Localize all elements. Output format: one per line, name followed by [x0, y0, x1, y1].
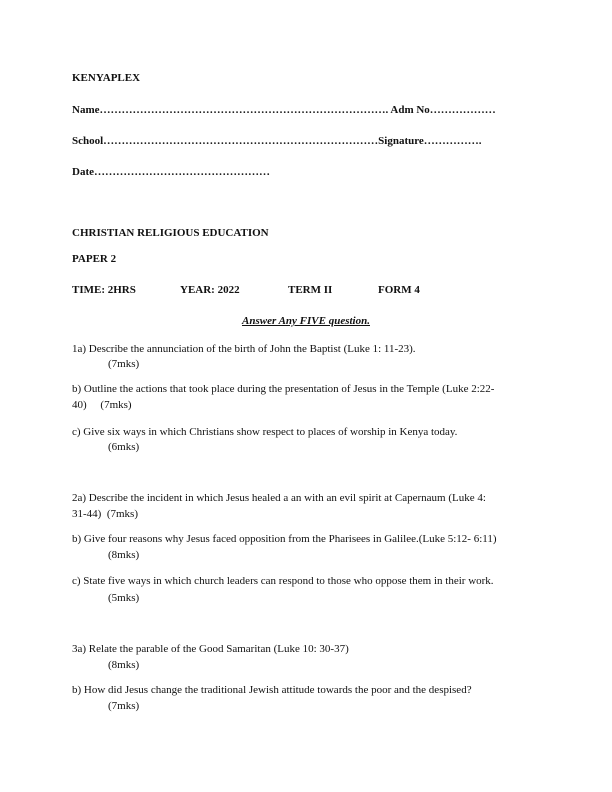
subject-title: CHRISTIAN RELIGIOUS EDUCATION: [72, 227, 269, 239]
question-marks: (5mks): [108, 592, 140, 604]
question-text: b) How did Jesus change the traditional Jewish attitude towards the poor and the despised?: [72, 684, 472, 696]
instruction: Answer Any FIVE question.: [242, 315, 370, 327]
question-marks: (8mks): [108, 549, 140, 561]
question-marks: (7mks): [108, 358, 140, 370]
question-text: c) State five ways in which church leaders can respond to those who oppose them in their work.: [72, 575, 494, 587]
exam-year: YEAR: 2022: [180, 284, 240, 296]
exam-term: TERM II: [288, 284, 333, 296]
question-marks: (7mks): [108, 700, 140, 712]
exam-form: FORM 4: [378, 284, 420, 296]
question-marks: 40) (7mks): [72, 399, 132, 411]
question-text: b) Give four reasons why Jesus faced opposition from the Pharisees in Galilee.(Luke 5:12- 6:11): [72, 533, 497, 545]
question-marks: (6mks): [108, 441, 140, 453]
question-text: 2a) Describe the incident in which Jesus healed a an with an evil spirit at Capernaum (Luke 4:: [72, 492, 486, 504]
organization-name: KENYAPLEX: [72, 72, 141, 84]
question-text: 1a) Describe the annunciation of the birth of John the Baptist (Luke 1: 11-23).: [72, 343, 416, 355]
question-marks: 31-44) (7mks): [72, 508, 138, 520]
question-marks: (8mks): [108, 659, 140, 671]
question-text: b) Outline the actions that took place during the presentation of Jesus in the Temple (Luke 2:22-: [72, 383, 495, 395]
school-signature-field: School…………………………………………………………………Signature…………….: [72, 135, 482, 147]
question-text: 3a) Relate the parable of the Good Samaritan (Luke 10: 30-37): [72, 643, 349, 655]
exam-time: TIME: 2HRS: [72, 284, 136, 296]
paper-number: PAPER 2: [72, 253, 117, 265]
name-adm-field: Name……………………………………………………………………. Adm No………………: [72, 104, 496, 116]
date-field: Date…………………………………………: [72, 166, 270, 178]
question-text: c) Give six ways in which Christians show respect to places of worship in Kenya today.: [72, 426, 458, 438]
